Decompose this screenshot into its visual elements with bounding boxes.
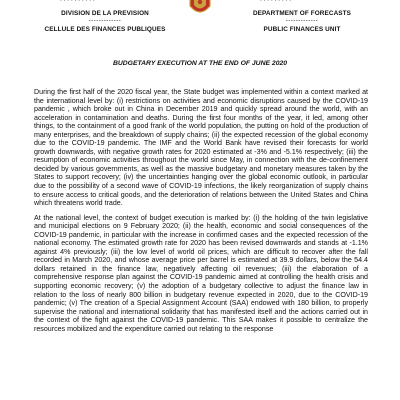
paragraph-national-context: At the national level, the context of budget execution is marked by: (i) the holding of the twin legislative and municipal elections on 9 February 2020; (ii) the health, economic and social consequences of the COVID-19 pandemic, in particular with the increase in confirmed cases and the expected recession of the national economy. The estimated growth rate for 2020 has been revised downwards and stands at -1.1% against 4% previously; (iii) the low level of world oil prices, which are difficult to recover after the fall recorded in March 2020, and whose average price per barrel is estimated at 39.9 dollars, below the 54.4 dollars retained in the finance law, negatively affecting oil revenues; (iii) the elaboration of a comprehensive response plan against the COVID-19 pandemic aimed at controlling the health crisis and supporting economic recovery; (v) the adoption of a budgetary collective to adjust the finance law in relation to the loss of nearly 800 billion in budgetary revenue expected in 2020, due to the COVID-19 pandemic; (v) The creation of a Special Assignment Account (SAA) endowed with 180 billion, to properly supervise the national and international solidarity that has manifested itself and the actions carried out in the context of the fight against the COVID-19 pandemic. This SAA makes it possible to centralize the resources mobilized and the expenditure carried out relating to the response [34, 213, 368, 333]
header-cell-name: CELLULE DES FINANCES PUBLIQUES [44, 26, 166, 33]
header-unit-name: PUBLIC FINANCES UNIT [263, 26, 341, 33]
document-body [34, 88, 368, 339]
header-right-block [232, 6, 372, 33]
paragraph-international-context: During the first half of the 2020 fiscal year, the State budget was implemented within a context marked at the international level by: (i) restrictions on activities and economic disruptions caused by the COVID-19 pandemic , which broke out in China in December 2019 and quickly spread around the world, with an acceleration in contamination and deaths. During the first four months of the year, it led, among other things, to the containment of a good frank of the world population, the putting on hold of the production of many enterprises, and the breakdown of supply chains; (ii) the expected recession of the global economy due to the COVID-19 pandemic. The IMF and the World Bank have revised their forecasts for world growth downwards, with negative growth rates for 2020 estimated at -3% and -5.1% respectively; (iii) the resumption of economic activities throughout the world since May, in connection with the de-confinement decided by various governments, as well as the massive budgetary and monetary measures taken by the States to support recovery; (iv) the uncertainties hanging over the global economic outlook, in particular due to the possibility of a second wave of COVID-19 infections, the likely reorganization of supply chains to ensure access to critical goods, and the deterioration of relations between the United States and China which threatens world trade. [34, 88, 368, 208]
document-header [0, 0, 400, 56]
document-title: BUDGETARY EXECUTION AT THE END OF JUNE 2020 [112, 60, 288, 67]
header-right-separator: ------------- [285, 18, 319, 24]
header-right-cut-line: · · · · · · · · · [260, 0, 292, 4]
header-left-cut-line: · · · · · · · · · · [60, 0, 95, 4]
header-department-name: DEPARTMENT OF FORECASTS [252, 10, 352, 17]
header-left-block [40, 6, 170, 33]
coat-of-arms-emblem [184, 0, 216, 18]
header-division-name: DIVISION DE LA PREVISION [61, 10, 149, 17]
header-left-separator: ------------- [88, 18, 122, 24]
